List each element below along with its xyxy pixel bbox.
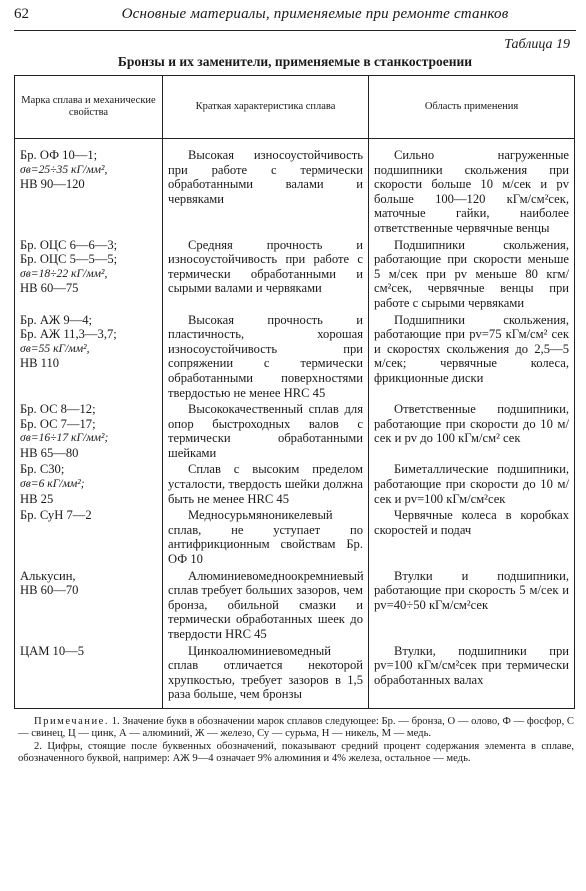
table-row <box>15 644 575 709</box>
table-row <box>15 402 575 462</box>
table-title: Бронзы и их заменители, применяемые в станкостроении <box>117 54 473 69</box>
alloy-characteristic-cell: Высокая износоустойчивость при работе с термически обработанными валами и червяками <box>163 139 369 238</box>
alloy-mark-line: ЦАМ 10—5 <box>20 643 85 658</box>
alloy-mark-line: Бр. ОС 7—17; <box>20 416 96 431</box>
alloy-mark-line: Бр. АЖ 9—4; <box>20 312 93 327</box>
table-row <box>15 313 575 403</box>
alloy-mark-cell <box>15 139 163 238</box>
alloy-mark-line: σв=25÷35 кГ/мм², <box>20 162 108 176</box>
alloy-characteristic-cell: Высококачественный сплав для опор быстроходных валов с термически обработанными шейками <box>163 402 369 462</box>
alloy-mark-line: НВ 90—120 <box>20 177 85 192</box>
alloy-application-cell: Втулки, подшипники при pv=100 кГм/см²сек при термически обработанных валах <box>369 644 575 709</box>
page-number: 62 <box>14 6 29 22</box>
alloy-mark-cell <box>15 569 163 644</box>
table-row <box>15 462 575 508</box>
table-row <box>15 508 575 568</box>
alloy-mark-line: НВ 65—80 <box>20 445 79 460</box>
note-1-text: 1. Значение букв в обозначении марок сплавов следующее: Бр. — бронза, О — олово, Ф — фосфор, С — свинец, Ц — цинк, А — алюминий, Ж — железо, Су — сурьма, Н — никель, М — медь. <box>18 715 574 740</box>
alloy-mark-cell <box>15 508 163 568</box>
alloy-mark-cell <box>15 462 163 508</box>
table-header-row <box>15 76 575 139</box>
table-notes <box>14 716 578 766</box>
column-header-mark: Марка сплава и механические свойства <box>15 76 163 139</box>
alloy-mark-cell <box>15 644 163 709</box>
alloy-mark-line: σв=16÷17 кГ/мм²; <box>20 431 109 445</box>
column-header-characteristic: Краткая характеристика сплава <box>163 76 369 139</box>
alloy-characteristic-cell: Алюминиевомедноокремниевый сплав требует больших зазоров, чем бронза, обильной смазки и термически обработанных шеек до твердости HRC 45 <box>163 569 369 644</box>
alloy-application-cell: Сильно нагруженные подшипники скольжения при скорости больше 10 м/сек и pv больше 100—120 кГм/см²сек, маточные гайки, наиболее ответственные червячные венцы <box>369 139 575 238</box>
running-header <box>14 6 576 31</box>
alloy-characteristic-cell: Цинкоалюминиевомедный сплав отличается некоторой хрупкостью, требует зазоров в 1,5 раза больше, чем бронзы <box>163 644 369 709</box>
note-2: 2. Цифры, стоящие после буквенных обозначений, показывают средний процент содержания элемента в сплаве, обозначенного буквой, например: АЖ 9—4 означает 9% алюминия и 4% железа, остальное — медь. <box>18 740 574 765</box>
alloy-application-cell: Ответственные подшипники, работающие при скорости до 10 м/сек и pv до 100 кГм/см² сек <box>369 402 575 462</box>
alloy-mark-cell <box>15 313 163 403</box>
alloy-mark-line: НВ 110 <box>20 356 60 371</box>
alloy-characteristic-cell: Высокая прочность и пластичность, хорошая износоустойчивость при сопряжении с термически обработанными поверхностями твердостью не менее HRC 45 <box>163 313 369 403</box>
alloy-application-cell: Биметаллические подшипники, работающие при скорости до 10 м/сек и pv=100 кГм/см²сек <box>369 462 575 508</box>
alloy-characteristic-cell: Медносурьмяноникелевый сплав, не уступает по антифрикционным свойствам Бр. ОФ 10 <box>163 508 369 568</box>
alloy-mark-line: НВ 25 <box>20 491 54 506</box>
note-1 <box>18 716 574 741</box>
alloy-mark-line: σв=18÷22 кГ/мм², <box>20 266 108 280</box>
note-lead: Примечание. <box>34 715 109 727</box>
alloy-mark-line: Бр. АЖ 11,3—3,7; <box>20 327 117 342</box>
column-header-application: Область применения <box>369 76 575 139</box>
alloy-mark-line: σв=55 кГ/мм², <box>20 341 90 355</box>
table-body <box>15 139 575 709</box>
running-title: Основные материалы, применяемые при ремонте станков <box>121 6 509 22</box>
alloy-mark-line: Бр. С30; <box>20 462 65 477</box>
alloy-mark-line: Бр. ОЦС 6—6—3; <box>20 237 118 252</box>
alloy-application-cell: Подшипники скольжения, работающие при скорости меньше 5 м/сек при pv меньше 80 кгм/см²сек, червячные венцы при работе с сырыми червяками <box>369 238 575 313</box>
alloy-mark-line: НВ 60—70 <box>20 583 79 598</box>
alloy-mark-cell <box>15 238 163 313</box>
bronze-table <box>14 75 575 709</box>
alloy-mark-line: Бр. ОЦС 5—5—5; <box>20 252 118 267</box>
alloy-mark-line: Бр. ОФ 10—1; <box>20 148 98 162</box>
table-row <box>15 139 575 238</box>
alloy-mark-cell <box>15 402 163 462</box>
alloy-mark-line: Бр. ОС 8—12; <box>20 402 96 417</box>
alloy-characteristic-cell: Средняя прочность и износоустойчивость при работе с термически обработанными и сырыми валами и червяками <box>163 238 369 313</box>
alloy-mark-line: НВ 60—75 <box>20 281 79 296</box>
alloy-mark-line: Бр. СуН 7—2 <box>20 508 92 523</box>
alloy-mark-line: σв=6 кГ/мм²; <box>20 477 85 491</box>
alloy-application-cell: Втулки и подшипники, работающие при скорость 5 м/сек и pv=40÷50 кГм/см²сек <box>369 569 575 644</box>
alloy-application-cell: Подшипники скольжения, работающие при pv=75 кГм/см² сек и скоростях скольжения до 2,5—5 м/сек; червячные колеса, фрикционные диски <box>369 313 575 403</box>
table-label: Таблица 19 <box>504 37 570 52</box>
table-row <box>15 238 575 313</box>
alloy-mark-line: Алькусин, <box>20 568 76 583</box>
alloy-characteristic-cell: Сплав с высоким пределом усталости, твердость шейки должна быть не менее HRC 45 <box>163 462 369 508</box>
alloy-application-cell: Червячные колеса в коробках скоростей и подач <box>369 508 575 568</box>
table-row <box>15 569 575 644</box>
